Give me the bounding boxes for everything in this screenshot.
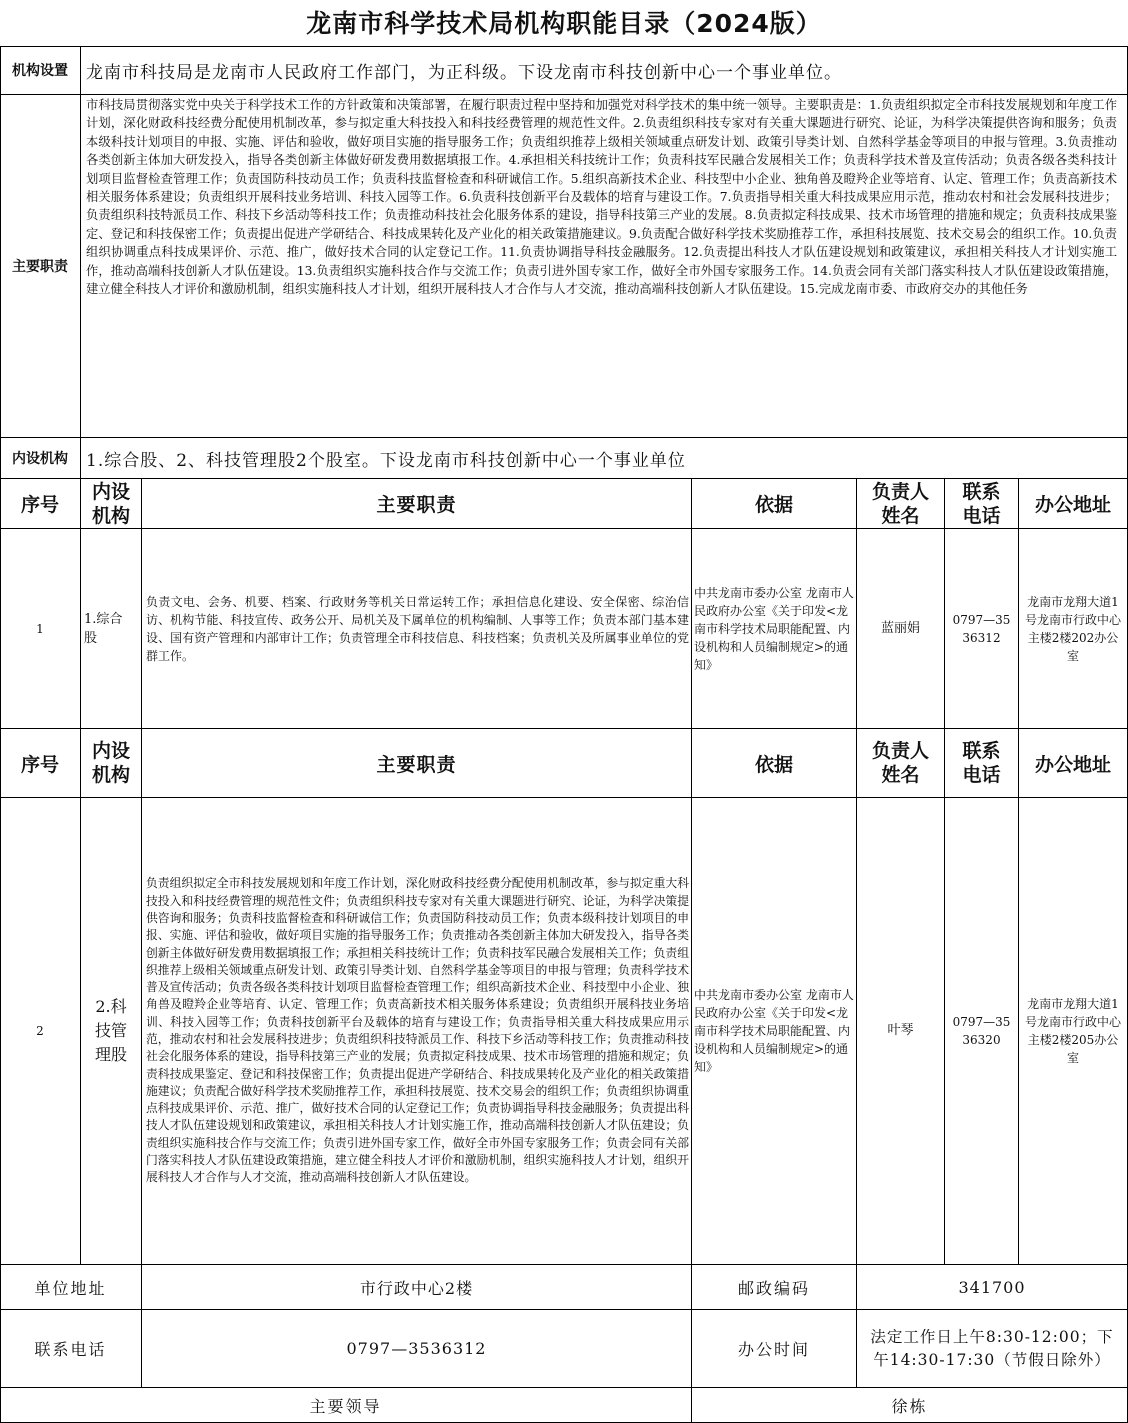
- main-duties-label: 主要职责: [0, 95, 81, 438]
- row-seq: 1: [0, 529, 81, 729]
- footer-leader-value: 徐栋: [692, 1388, 1128, 1423]
- row-basis: 中共龙南市委办公室 龙南市人民政府办公室《关于印发<龙南市科学技术局职能配置、内设机构和人员编制规定>的通知》: [692, 798, 857, 1265]
- header-seq: 序号: [0, 479, 81, 529]
- row-seq: 2: [0, 798, 81, 1265]
- footer-leader-label: 主要领导: [0, 1388, 692, 1423]
- header-duties: 主要职责: [142, 729, 692, 798]
- row-head: 叶琴: [857, 798, 945, 1265]
- footer-phone-value: 0797—3536312: [142, 1310, 692, 1388]
- row-head: 蓝丽娟: [857, 529, 945, 729]
- footer-postcode-label: 邮政编码: [692, 1265, 857, 1310]
- row-address: 龙南市龙翔大道1号龙南市行政中心主楼2楼205办公室: [1019, 798, 1128, 1265]
- row-duties: 负责组织拟定全市科技发展规划和年度工作计划，深化财政科技经费分配使用机制改革，参与拟定重大科技投入和科技经费管理的规范性文件；负责组织科技专家对有关重大课题进行研究、论证，为科学决策提供咨询和服务；负责科技监督检查和科研诚信工作；负责国防科技动员工作；负责本级科技计划项目的申报、实施、评估和验收，做好项目实施的指导服务工作；负责推动各类创新主体加大研发投入，指导各类创新主体做好研发费用数据填报工作；承担相关科技统计工作；负责科技军民融合发展相关工作；负责组织推荐上级相关领域重点研发计划、政策引导类计划、自然科学基金等项目的申报与管理；负责科学技术普及宣传活动；负责各级各类科技计划项目监督检查管理工作；组织高新技术企业、科技型中小企业、独角兽及瞪羚企业等培育、认定、管理工作；负责高新技术相关服务体系建设；负责组织开展科技业务培训、科技入园等工作；负责科技创新平台及载体的培育与建设工作；负责指导相关重大科技成果应用示范，推动农村和社会发展科技进步；负责组织科技特派员工作、科技下乡活动等科技工作；负责推动科技社会化服务体系的建设，指导科技第三产业的发展；负责拟定科技成果、技术市场管理的措施和规定；负责科技成果鉴定、登记和科技保密工作；负责提出促进产学研结合、科技成果转化及产业化的相关政策措施建议；负责配合做好科学技术奖励推荐工作，承担科技展览、技术交易会的组织工作；负责组织协调重点科技成果评价、示范、推广，做好技术合同的认定登记工作；负责协调指导科技金融服务；负责提出科技人才队伍建设规划和政策建议，承担相关科技人才计划实施工作，推动高端科技创新人才队伍建设；负责组织实施科技合作与交流工作；负责引进外国专家工作，做好全市外国专家服务工作；负责会同有关部门落实科技人才队伍建设政策措施，建立健全科技人才评价和激励机制，组织实施科技人才计划，组织开展科技人才合作与人才交流，推动高端科技创新人才队伍建设。: [142, 798, 692, 1265]
- row-phone: 0797—3536312: [945, 529, 1019, 729]
- main-duties-text: 市科技局贯彻落实党中央关于科学技术工作的方针政策和决策部署，在履行职责过程中坚持和加强党对科学技术的集中统一领导。主要职责是：1.负责组织拟定全市科技发展规划和年度工作计划，深化财政科技经费分配使用机制改革，参与拟定重大科技投入和科技经费管理的规范性文件。2.负责组织科技专家对有关重大课题进行研究、论证，为科学决策提供咨询和服务；负责本级科技计划项目的申报、实施、评估和验收，做好项目实施的指导服务工作；负责组织推荐上级相关领域重点研发计划、政策引导类计划、自然科学基金等项目的申报与管理。3.负责推动各类创新主体加大研发投入，指导各类创新主体做好研发费用数据填报工作。4.承担相关科技统计工作；负责科技军民融合发展相关工作；负责科学技术普及宣传活动；负责各级各类科技计划项目监督检查管理工作；负责国防科技动员工作；负责科技监督检查和科研诚信工作。5.组织高新技术企业、科技型中小企业、独角兽及瞪羚企业等培育、认定、管理工作；负责高新技术相关服务体系建设；负责组织开展科技业务培训、科技入园等工作。6.负责科技创新平台及载体的培育与建设工作。7.负责指导相关重大科技成果应用示范，推动农村和社会发展科技进步；负责组织科技特派员工作、科技下乡活动等科技工作；负责推动科技社会化服务体系的建设，指导科技第三产业的发展。8.负责拟定科技成果、技术市场管理的措施和规定；负责科技成果鉴定、登记和科技保密工作；负责提出促进产学研结合、科技成果转化及产业化的相关政策措施建议。9.负责配合做好科学技术奖励推荐工作，承担科技展览、技术交易会的组织工作。10.负责组织协调重点科技成果评价、示范、推广，做好技术合同的认定登记工作。11.负责协调指导科技金融服务。12.负责提出科技人才队伍建设规划和政策建议，承担相关科技人才计划实施工作，推动高端科技创新人才队伍建设。13.负责组织实施科技合作与交流工作；负责引进外国专家工作，做好全市外国专家服务工作。14.负责会同有关部门落实科技人才队伍建设政策措施，建立健全科技人才评价和激励机制，组织实施科技人才计划，组织开展科技人才合作与人才交流，推动高端科技创新人才队伍建设。15.完成龙南市委、市政府交办的其他任务: [81, 95, 1128, 438]
- row-basis: 中共龙南市委办公室 龙南市人民政府办公室《关于印发<龙南市科学技术局职能配置、内设机构和人员编制规定>的通知》: [692, 529, 857, 729]
- row-phone: 0797—3536320: [945, 798, 1019, 1265]
- header-basis: 依据: [692, 479, 857, 529]
- footer-hours-label: 办公时间: [692, 1310, 857, 1388]
- row-org: 2.科技管理股: [81, 798, 142, 1265]
- footer-postcode-value: 341700: [857, 1265, 1128, 1310]
- footer-address-value: 市行政中心2楼: [142, 1265, 692, 1310]
- header-phone: 联系电话: [945, 479, 1019, 529]
- header-org: 内设机构: [81, 729, 142, 798]
- footer-hours-value: 法定工作日上午8:30-12:00；下午14:30-17:30（节假日除外）: [857, 1310, 1128, 1388]
- header-phone: 联系电话: [945, 729, 1019, 798]
- row-org: 1.综合股: [81, 529, 142, 729]
- header-head: 负责人姓名: [857, 729, 945, 798]
- page-title: 龙南市科学技术局机构职能目录（2024版）: [306, 9, 822, 38]
- header-basis: 依据: [692, 729, 857, 798]
- header-seq: 序号: [0, 729, 81, 798]
- row-duties: 负责文电、会务、机要、档案、行政财务等机关日常运转工作；承担信息化建设、安全保密、综治信访、机构节能、科技宣传、政务公开、局机关及下属单位的机构编制、人事等工作；负责本部门基本建设、国有资产管理和内部审计工作；负责管理全市科技信息、科技档案；负责机关及所属事业单位的党群工作。: [142, 529, 692, 729]
- internal-orgs-text: 1.综合股、2、科技管理股2个股室。下设龙南市科技创新中心一个事业单位: [81, 438, 1128, 479]
- header-address: 办公地址: [1019, 479, 1128, 529]
- row-address: 龙南市龙翔大道1号龙南市行政中心主楼2楼202办公室: [1019, 529, 1128, 729]
- header-org: 内设机构: [81, 479, 142, 529]
- header-head: 负责人姓名: [857, 479, 945, 529]
- footer-phone-label: 联系电话: [0, 1310, 142, 1388]
- footer-address-label: 单位地址: [0, 1265, 142, 1310]
- header-duties: 主要职责: [142, 479, 692, 529]
- internal-orgs-label: 内设机构: [0, 438, 81, 479]
- header-address: 办公地址: [1019, 729, 1128, 798]
- org-setup-text: 龙南市科技局是龙南市人民政府工作部门，为正科级。下设龙南市科技创新中心一个事业单位。: [81, 46, 1128, 95]
- org-setup-label: 机构设置: [0, 46, 81, 95]
